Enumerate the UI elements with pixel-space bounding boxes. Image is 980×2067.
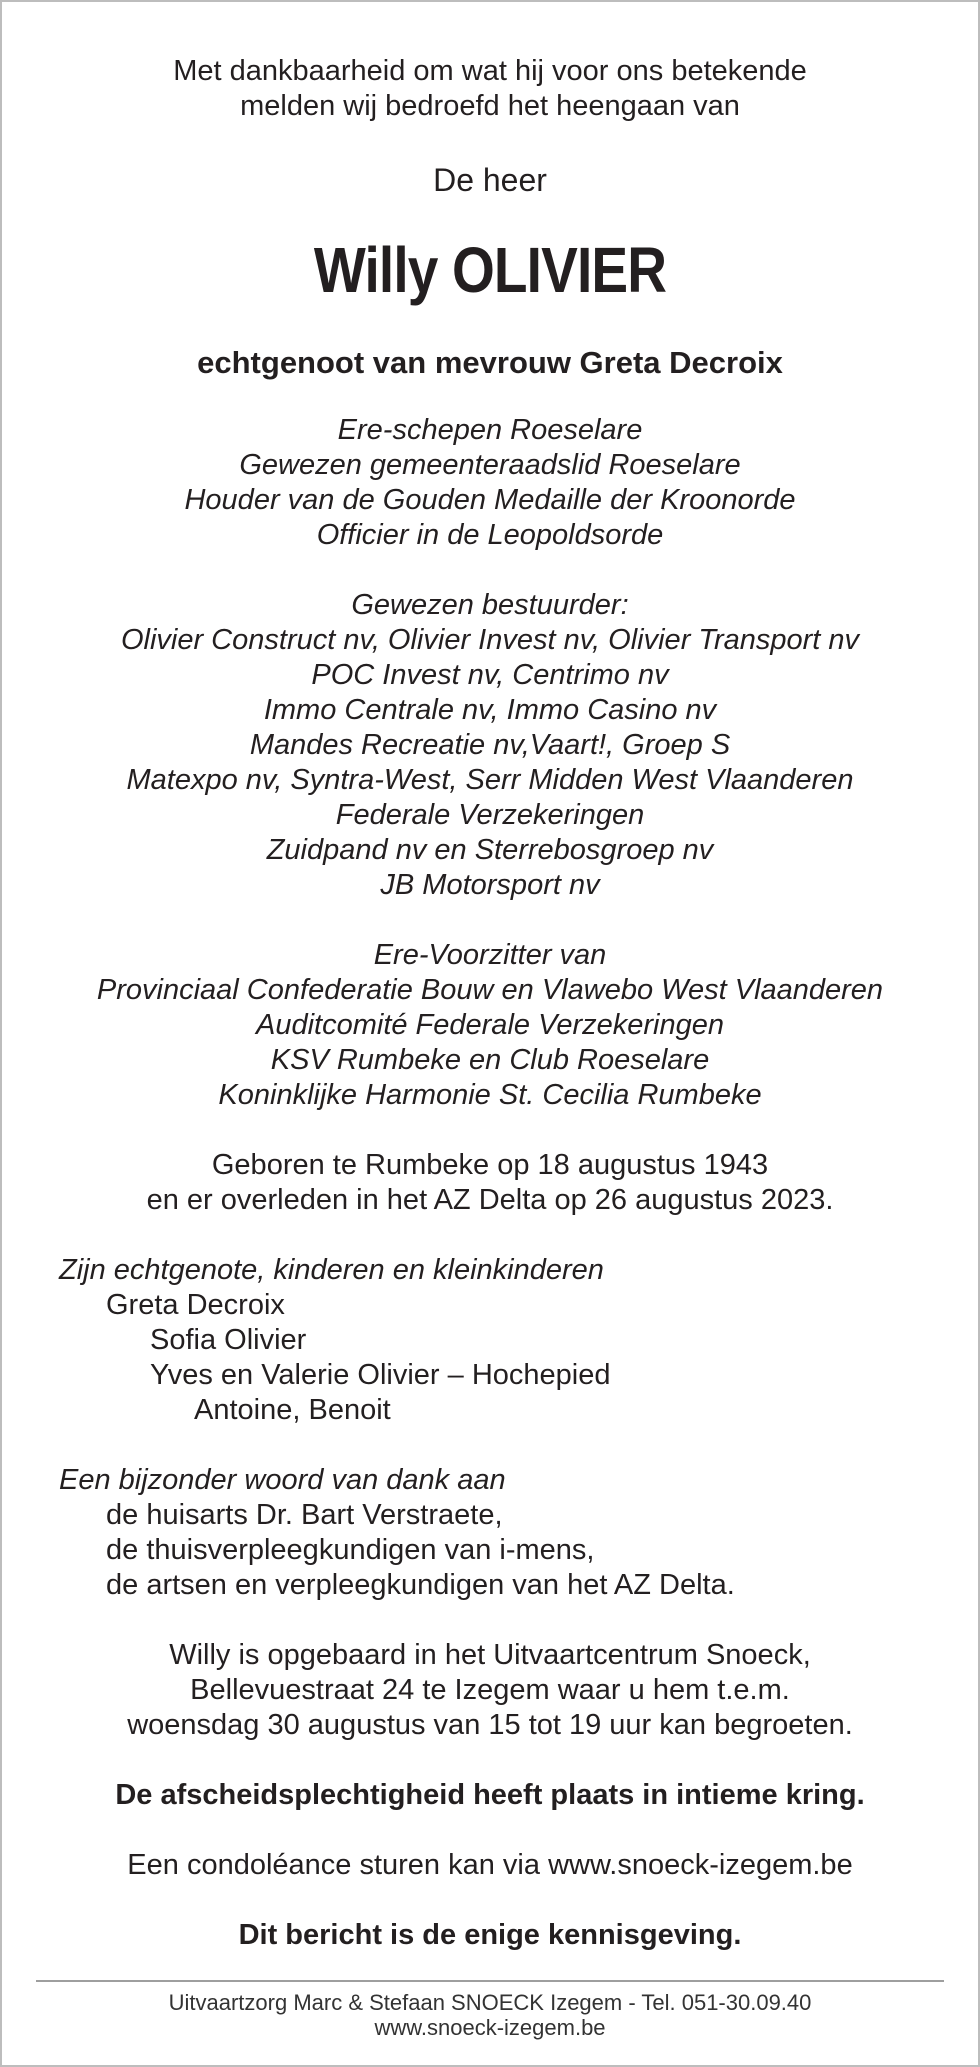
intro (2, 2, 978, 124)
title-item: Houder van de Gouden Medaille der Kroonorde (184, 484, 796, 516)
chairman-section (2, 938, 978, 1113)
footer-website: www.snoeck-izegem.be (374, 2015, 606, 2040)
family-child: Yves en Valerie Olivier – Hochepied (150, 1359, 611, 1391)
footer (2, 1990, 978, 2040)
director-item: JB Motorsport nv (380, 869, 600, 901)
notice-statement: Dit bericht is de enige kennisgeving. (238, 1919, 742, 1951)
family-section (2, 1253, 978, 1428)
director-item: Matexpo nv, Syntra-West, Serr Midden West Vlaanderen (126, 764, 854, 796)
director-item: Mandes Recreatie nv,Vaart!, Groep S (249, 729, 731, 761)
family-child: Sofia Olivier (150, 1324, 307, 1356)
viewing-line: Bellevuestraat 24 te Izegem waar u hem t.e.m. (190, 1674, 790, 1706)
director-item: Zuidpand nv en Sterrebosgroep nv (266, 834, 714, 866)
thanks-section (2, 1463, 978, 1603)
family-heading: Zijn echtgenote, kinderen en kleinkinderen (59, 1254, 604, 1286)
footer-divider (36, 1980, 944, 1982)
director-heading: Gewezen bestuurder: (351, 589, 629, 621)
chairman-heading: Ere-Voorzitter van (373, 939, 607, 971)
birth-death-section (2, 1148, 978, 1218)
title-item: Gewezen gemeenteraadslid Roeselare (239, 449, 741, 481)
thanks-item: de huisarts Dr. Bart Verstraete, (106, 1499, 503, 1531)
ceremony-note: De afscheidsplechtigheid heeft plaats in intieme kring. (115, 1779, 865, 1811)
director-item: Federale Verzekeringen (335, 799, 645, 831)
death-line: en er overleden in het AZ Delta op 26 augustus 2023. (146, 1184, 834, 1216)
birth-line: Geboren te Rumbeke op 18 augustus 1943 (211, 1149, 769, 1181)
salutation: De heer (433, 162, 547, 198)
intro-line: Met dankbaarheid om wat hij voor ons betekende (173, 55, 807, 87)
viewing-line: woensdag 30 augustus van 15 tot 19 uur kan begroeten. (127, 1709, 853, 1741)
title-item: Ere-schepen Roeselare (337, 414, 643, 446)
chairman-item: Koninklijke Harmonie St. Cecilia Rumbeke (218, 1079, 762, 1111)
director-item: Olivier Construct nv, Olivier Invest nv, Olivier Transport nv (120, 624, 860, 656)
director-section (2, 588, 978, 903)
chairman-item: KSV Rumbeke en Club Roeselare (270, 1044, 710, 1076)
thanks-item: de artsen en verpleegkundigen van het AZ Delta. (106, 1569, 735, 1601)
viewing-section (2, 1638, 978, 1743)
titles-list (2, 413, 978, 553)
director-item: POC Invest nv, Centrimo nv (311, 659, 669, 691)
director-item: Immo Centrale nv, Immo Casino nv (263, 694, 717, 726)
deceased-name: Willy OLIVIER (313, 234, 667, 306)
title-item: Officier in de Leopoldsorde (316, 519, 664, 551)
thanks-heading: Een bijzonder woord van dank aan (59, 1464, 506, 1496)
chairman-item: Auditcomité Federale Verzekeringen (255, 1009, 724, 1041)
intro-line: melden wij bedroefd het heengaan van (240, 90, 740, 122)
family-grandchildren: Antoine, Benoit (194, 1394, 391, 1426)
condolence-note: Een condoléance sturen kan via www.snoeck-izegem.be (127, 1849, 853, 1881)
thanks-item: de thuisverpleegkundigen van i-mens, (106, 1534, 595, 1566)
family-spouse: Greta Decroix (106, 1289, 285, 1321)
chairman-item: Provinciaal Confederatie Bouw en Vlawebo West Vlaanderen (96, 974, 884, 1006)
spouse-line: echtgenoot van mevrouw Greta Decroix (197, 345, 783, 380)
viewing-line: Willy is opgebaard in het Uitvaartcentrum Snoeck, (169, 1639, 811, 1671)
footer-contact: Uitvaartzorg Marc & Stefaan SNOECK Izegem - Tel. 051-30.09.40 (168, 1990, 812, 2015)
